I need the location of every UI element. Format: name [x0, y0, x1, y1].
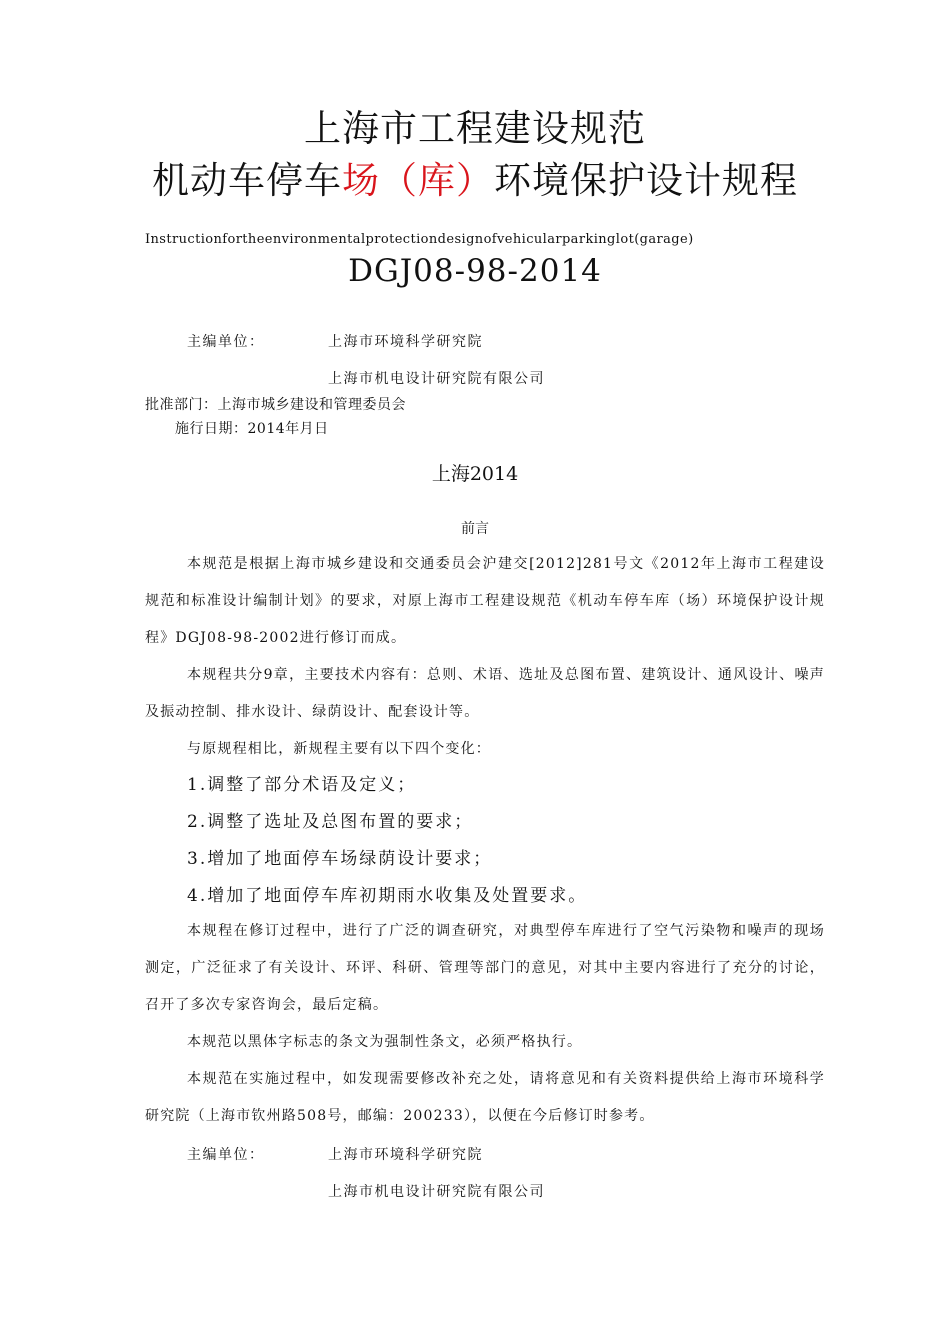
preface-paragraph-5: 本规范以黑体字标志的条文为强制性条文，必须严格执行。: [187, 1034, 583, 1050]
title-line-2: [0, 150, 950, 204]
footer-editor-2: 上海市机电设计研究院有限公司: [328, 1184, 545, 1200]
editor-2: 上海市机电设计研究院有限公司: [328, 371, 545, 387]
city-year: 上海2014: [431, 463, 519, 485]
footer-editor-label: 主编单位：: [187, 1147, 265, 1163]
preface-paragraph-2: 本规程共分9章，主要技术内容有：总则、术语、选址及总图布置、建筑设计、通风设计、噪声及振动控制、排水设计、绿荫设计、配套设计等。: [145, 667, 825, 720]
english-title: Instructionfortheenvironmentalprotectiondesignofvehicularparkinglot(garage): [145, 232, 694, 247]
change-item-4: 4.增加了地面停车库初期雨水收集及处置要求。: [187, 886, 588, 906]
preface-paragraph-4: 本规程在修订过程中，进行了广泛的调查研究，对典型停车库进行了空气污染物和噪声的现场测定，广泛征求了有关设计、环评、科研、管理等部门的意见，对其中主要内容进行了充分的讨论，召开了多次专家咨询会，最后定稿。: [145, 923, 825, 1013]
change-item-3: 3.增加了地面停车场绿荫设计要求；: [187, 849, 493, 869]
title-line-1: 上海市工程建设规范: [304, 107, 646, 150]
editor-1: 上海市环境科学研究院: [328, 334, 483, 350]
preface-paragraph-3: 与原规程相比，新规程主要有以下四个变化：: [187, 741, 491, 757]
change-item-2: 2.调整了选址及总图布置的要求；: [187, 812, 474, 832]
effective-date: 施行日期：2014年月日: [175, 421, 329, 437]
preface-paragraph-6: 本规范在实施过程中，如发现需要修改补充之处，请将意见和有关资料提供给上海市环境科学研究院（上海市钦州路508号，邮编：200233），以便在今后修订时参考。: [145, 1071, 825, 1124]
preface-title: 前言: [461, 521, 489, 537]
approval-department: 批准部门：上海市城乡建设和管理委员会: [145, 397, 406, 413]
title-line-2-part-1: 机动车停车: [152, 159, 342, 202]
change-item-1: 1.调整了部分术语及定义；: [187, 775, 417, 795]
footer-editor-1: 上海市环境科学研究院: [328, 1147, 483, 1163]
standard-code: DGJ08-98-2014: [348, 253, 602, 289]
title-line-2-part-2: 环境保护设计规程: [494, 159, 798, 202]
title-line-2-red: 场（库）: [342, 159, 494, 202]
preface-paragraph-1: 本规范是根据上海市城乡建设和交通委员会沪建交[2012]281号文《2012年上海市工程建设规范和标准设计编制计划》的要求，对原上海市工程建设规范《机动车停车库（场）环境保护设计规程》DGJ08-98-2002进行修订而成。: [145, 556, 825, 646]
editor-label: 主编单位：: [187, 334, 265, 350]
